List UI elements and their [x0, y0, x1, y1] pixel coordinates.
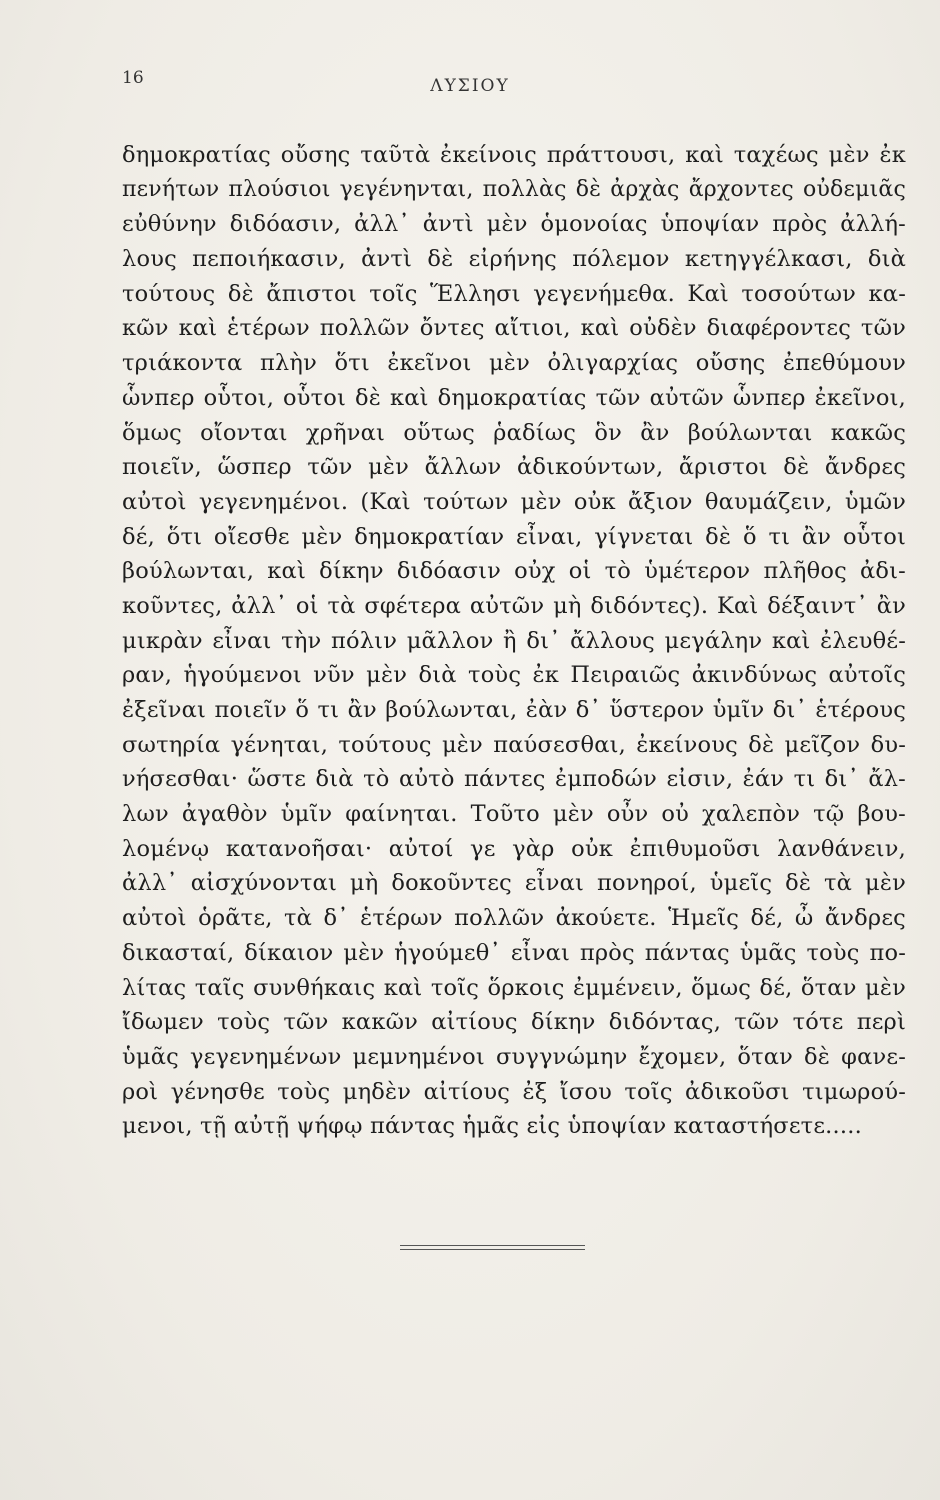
text-line: ὧνπερ οὗτοι, οὗτοι δὲ καὶ δημοκρατίας τῶν αὐτῶν ὧνπερ ἐκεῖνοι, — [122, 384, 906, 411]
text-line: κοῦντες, ἀλλ᾽ οἱ τὰ σφέτερα αὐτῶν μὴ διδόντες). Καὶ δέξαιντ᾽ ἂν — [122, 592, 906, 619]
text-line: λομένῳ κατανοῆσαι· αὐτοί γε γὰρ οὐκ ἐπιθυμοῦσι λανθάνειν, — [122, 835, 906, 862]
text-line: ἀλλ᾽ αἰσχύνονται μὴ δοκοῦντες εἶναι πονηροί, ὑμεῖς δὲ τὰ μὲν — [122, 870, 906, 897]
text-line: λίτας ταῖς συνθήκαις καὶ τοῖς ὅρκοις ἐμμένειν, ὅμως δέ, ὅταν μὲν — [122, 974, 906, 1001]
text-line: ραν, ἡγούμενοι νῦν μὲν διὰ τοὺς ἐκ Πειραιῶς ἀκινδύνως αὐτοῖς — [122, 662, 906, 689]
text-line: ποιεῖν, ὥσπερ τῶν μὲν ἄλλων ἀδικούντων, ἄριστοι δὲ ἄνδρες — [122, 454, 906, 481]
text-line: λων ἀγαθὸν ὑμῖν φαίνηται. Τοῦτο μὲν οὖν οὐ χαλεπὸν τῷ βου- — [122, 801, 906, 828]
text-line: πενήτων πλούσιοι γεγένηνται, πολλὰς δὲ ἀρχὰς ἄρχοντες οὐδεμιᾶς — [122, 176, 906, 202]
text-line: αὐτοὶ ὁρᾶτε, τὰ δ᾽ ἑτέρων πολλῶν ἀκούετε. Ἡμεῖς δέ, ὦ ἄνδρες — [122, 905, 906, 932]
text-line: δικασταί, δίκαιον μὲν ἡγούμεθ᾽ εἶναι πρὸς πάντας ὑμᾶς τοὺς πο- — [122, 939, 906, 966]
text-line: τούτους δὲ ἄπιστοι τοῖς Ἕλλησι γεγενήμεθα. Καὶ τοσούτων κα- — [122, 280, 906, 307]
text-line: ὅμως οἴονται χρῆναι οὕτως ῥαδίως ὃν ἂν βούλωνται κακῶς — [122, 419, 906, 446]
text-line: λους πεποιήκασιν, ἀντὶ δὲ εἰρήνης πόλεμον κετηγγέλκασι, διὰ — [122, 246, 906, 273]
running-title: ΛΥΣΙΟΥ — [430, 76, 510, 96]
text-line: ροὶ γένησθε τοὺς μηδὲν αἰτίους ἐξ ἴσου τοῖς ἀδικοῦσι τιμωρού- — [122, 1078, 906, 1105]
text-line: δέ, ὅτι οἴεσθε μὲν δημοκρατίαν εἶναι, γίγνεται δὲ ὅ τι ἂν οὗτοι — [122, 523, 906, 550]
body-text — [122, 138, 906, 1144]
text-line: μικρὰν εἶναι τὴν πόλιν μᾶλλον ἢ δι᾽ ἄλλους μεγάλην καὶ ἐλευθέ- — [122, 627, 906, 654]
text-line: εὐθύνην διδόασιν, ἀλλ᾽ ἀντὶ μὲν ὁμονοίας ὑποψίαν πρὸς ἀλλή- — [122, 211, 906, 238]
text-line: ὑμᾶς γεγενημένων μεμνημένοι συγγνώμην ἔχομεν, ὅταν δὲ φανε- — [122, 1043, 906, 1070]
page-number: 16 — [122, 68, 144, 88]
text-line: δημοκρατίας οὔσης ταῦτὰ ἐκείνοις πράττουσι, καὶ ταχέως μὲν ἐκ — [122, 142, 906, 168]
text-line: τριάκοντα πλὴν ὅτι ἐκεῖνοι μὲν ὀλιγαρχίας οὔσης ἐπεθύμουν — [122, 350, 906, 377]
text-line: ἴδωμεν τοὺς τῶν κακῶν αἰτίους δίκην διδόντας, τῶν τότε περὶ — [122, 1009, 906, 1036]
text-line: αὐτοὶ γεγενημένοι. (Καὶ τούτων μὲν οὐκ ἄξιον θαυμάζειν, ὑμῶν — [122, 488, 906, 515]
section-divider — [400, 1245, 585, 1250]
text-line: κῶν καὶ ἑτέρων πολλῶν ὄντες αἴτιοι, καὶ οὐδὲν διαφέροντες τῶν — [122, 315, 906, 342]
text-line: βούλωνται, καὶ δίκην διδόασιν οὐχ οἱ τὸ ὑμέτερον πλῆθος ἀδι- — [122, 558, 906, 585]
text-line: σωτηρία γένηται, τούτους μὲν παύσεσθαι, ἐκείνους δὲ μεῖζον δυ- — [122, 731, 906, 758]
text-line: νήσεσθαι· ὥστε διὰ τὸ αὐτὸ πάντες ἐμποδών εἰσιν, ἐάν τι δι᾽ ἄλ- — [122, 766, 906, 793]
text-line: μενοι, τῇ αὐτῇ ψήφῳ πάντας ἡμᾶς εἰς ὑποψίαν καταστήσετε..... — [122, 1113, 862, 1140]
text-line: ἐξεῖναι ποιεῖν ὅ τι ἂν βούλωνται, ἐὰν δ᾽ ὕστερον ὑμῖν δι᾽ ἑτέρους — [122, 697, 906, 723]
